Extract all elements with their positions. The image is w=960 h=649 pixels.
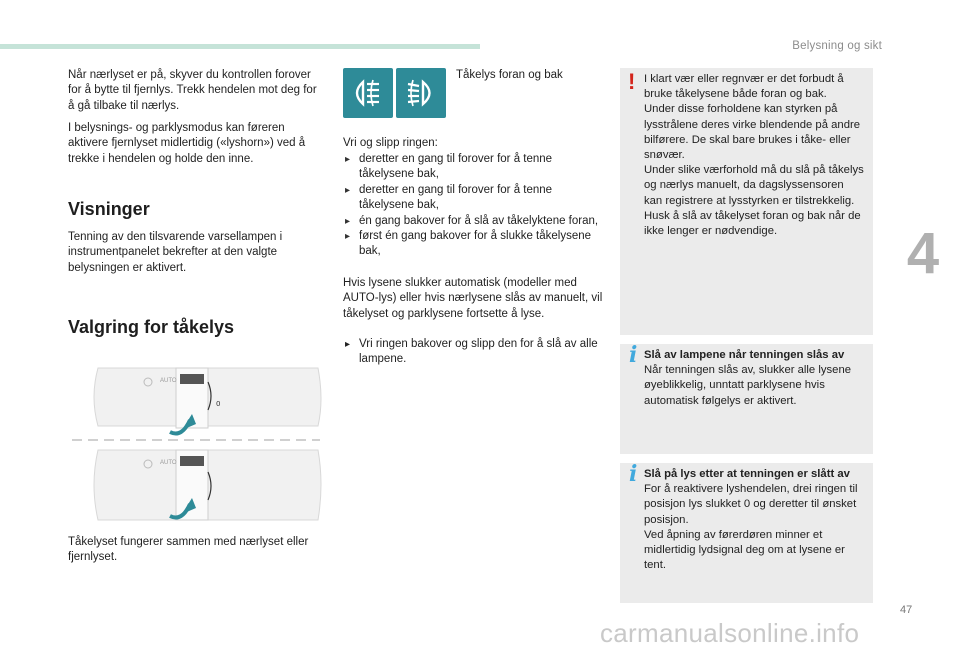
header-accent-bar [0,44,480,49]
info-text-ignition-off: Når tenningen slås av, slukker alle lysene øyeblikkelig, unntatt parklysene hvis automatisk følgelys er aktivert. [644,364,852,407]
ring-off-step: ▸ Vri ringen bakover og slipp den for å slå av alle lampene. [343,337,603,368]
front-fog-light-icon [396,68,446,118]
auto-lights-note: Hvis lysene slukker automatisk (modeller med AUTO-lys) eller hvis nærlysene slås av manuelt, vil tåkelyset og parklysene fortsette å lyse. [343,277,603,320]
chapter-number: 4 [906,221,940,286]
caption-fog-light: Tåkelyset fungerer sammen med nærlyset eller fjernlyset. [68,536,309,564]
svg-text:0: 0 [216,400,221,408]
ring-step: ▸ deretter en gang til forover for å tenne tåkelysene bak, [343,183,603,214]
paragraph-indicator: Tenning av den tilsvarende varsellampen i instrumentpanelet bekrefter at den valgte belysningen er aktivert. [68,231,283,274]
info-icon: i [629,342,638,368]
heading-fog-light-ring: Valgring for tåkelys [68,317,235,337]
warning-box [620,68,873,335]
info-box-after-ignition [620,463,873,603]
paragraph-flash: I belysnings- og parklysmodus kan føreren aktivere fjernlyset midlertidig («lyshorn») ved å trekke i hendelen og holde den inne. [68,122,306,165]
ring-intro: Vri og slipp ringen: [343,137,438,149]
ring-steps [343,152,603,260]
ring-step: ▸ først én gang bakover for å slukke tåkelysene bak, [343,229,603,260]
chapter-title: Belysning og sikt [792,40,882,52]
stalk-illustration [68,360,324,528]
watermark: carmanualsonline.info [600,618,860,648]
heading-visninger: Visninger [68,199,150,219]
paragraph-high-beam: Når nærlyset er på, skyver du kontrollen forover for å bytte til fjernlys. Trekk hendelen mot deg for å gå tilbake til nærlys. [68,69,317,112]
ring-step: ▸ deretter en gang til forover for å tenne tåkelysene bak, [343,152,603,183]
info-box-ignition-off [620,344,873,454]
warning-icon: ! [628,69,636,94]
info-icon: i [629,461,638,487]
info-title-ignition-off: Slå av lampene når tenningen slås av [644,349,845,361]
page-number: 47 [900,604,913,616]
info-title-after-ignition: Slå på lys etter at tenningen er slått av [644,468,850,480]
auto-label-top: AUTO [160,378,177,384]
warning-text: I klart vær eller regnvær er det forbudt å bruke tåkelysene både foran og bak. Under disse forholdene kan styrken på lysstrålene deres virke blendende på andre bilførere. De skal bare brukes i tåke- eller snøvær. Under slike værforhold må du slå på tåkelys og nærlys manuelt, da dagslyssensoren kan registrere at lysstyrken er tilstrekkelig. Husk å slå av tåkelyset foran og bak når de ikke lenger er nødvendige. [644,73,864,238]
rear-fog-light-icon [343,68,393,118]
ring-step: ▸ én gang bakover for å slå av tåkelyktene foran, [343,214,603,229]
auto-label-bottom: AUTO [160,460,177,466]
fog-icon-label: Tåkelys foran og bak [456,69,563,81]
info-text-after-ignition: For å reaktivere lyshendelen, drei ringen til posisjon lys slukket 0 og deretter til ønsket posisjon. Ved åpning av førerdøren minner et midlertidig lydsignal deg om at lysene er tent. [644,483,858,572]
